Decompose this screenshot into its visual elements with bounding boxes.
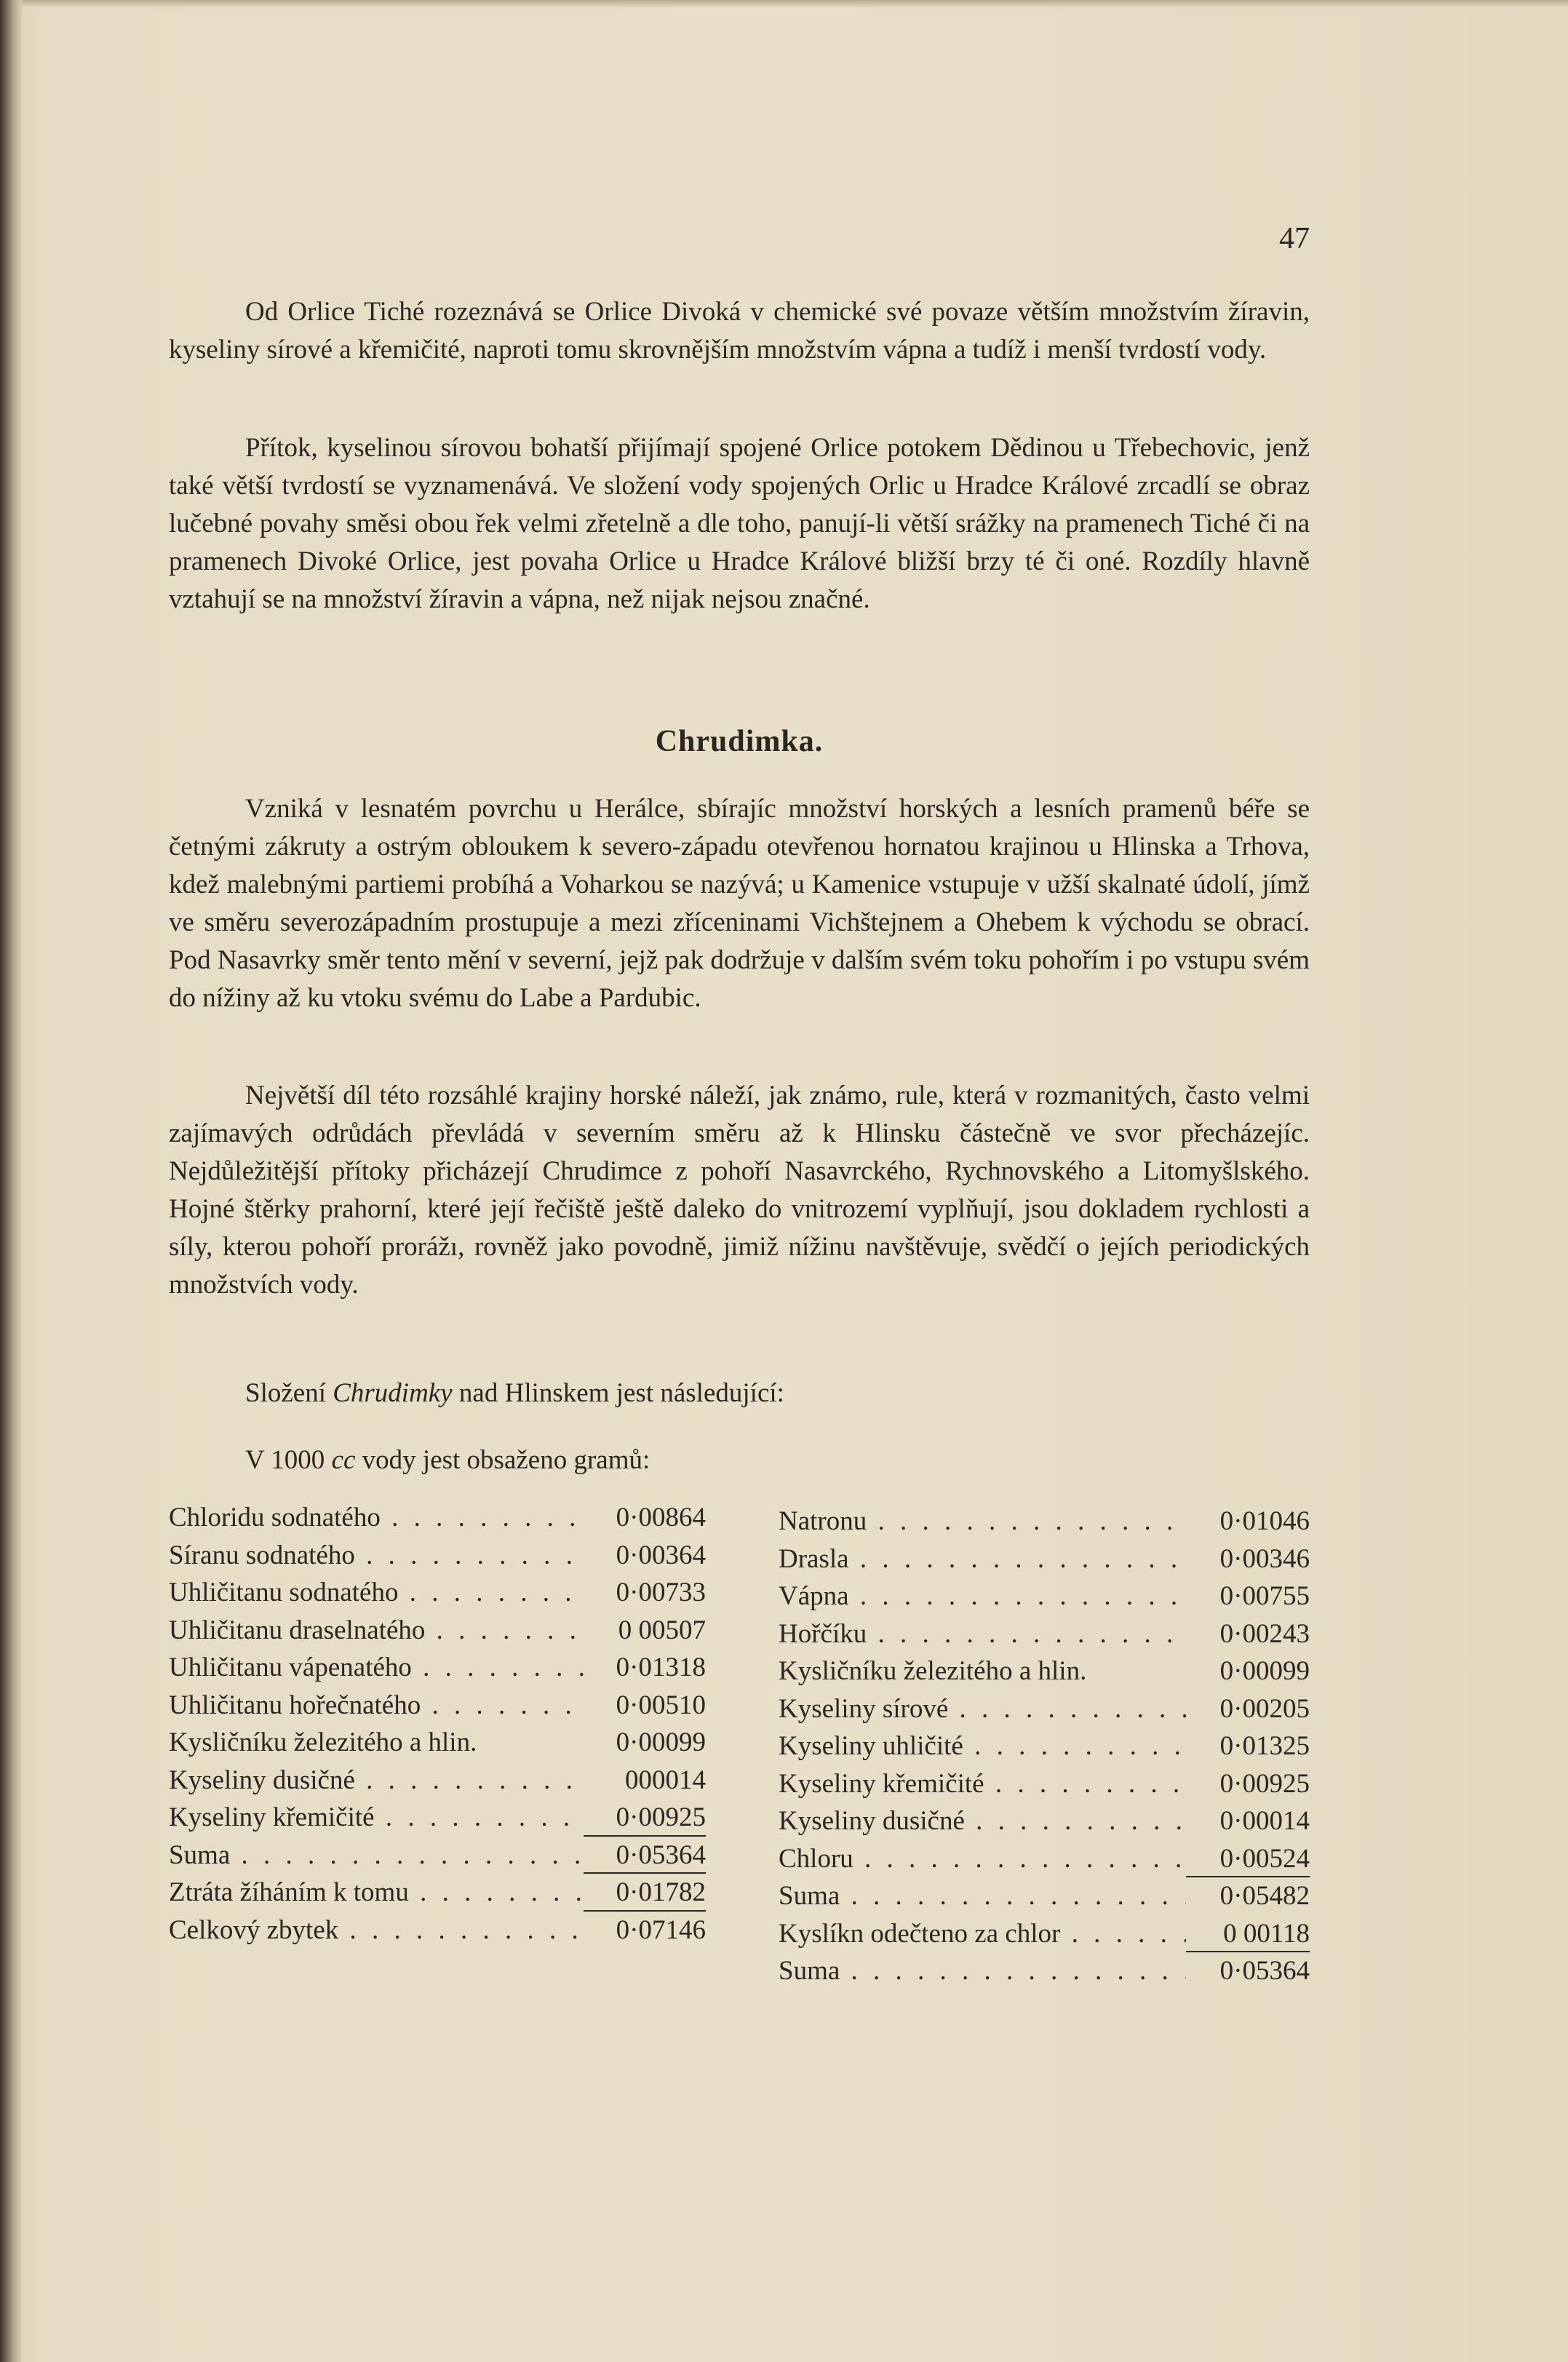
row-value: 0·07146 (616, 1914, 706, 1945)
row-value: 0·00099 (616, 1727, 706, 1757)
row-label: Suma . . . (779, 1952, 1186, 1990)
table-row (779, 1765, 1310, 1803)
table-sum-row (779, 1877, 1310, 1915)
row-value: 0·01046 (1219, 1506, 1310, 1536)
row-label: Chloridu sodnatého . . . (169, 1499, 584, 1537)
row-value: 0·00755 (1219, 1581, 1310, 1611)
per-liter-text-after: vody jest obsaženo gramů: (355, 1445, 650, 1475)
row-value: 0 00507 (618, 1615, 706, 1645)
table-row (169, 1912, 706, 1949)
row-value: 0·00205 (1219, 1693, 1310, 1724)
row-label: Ztráta žíháním k tomu . . . (169, 1874, 584, 1912)
row-value: 0·05364 (1219, 1956, 1310, 1986)
row-label: Kyseliny křemičité . . . (169, 1799, 584, 1837)
row-value: 0·05364 (584, 1837, 706, 1874)
row-label: Celkový zbytek . . . (169, 1912, 584, 1949)
table-row (779, 1503, 1310, 1540)
table-row (169, 1724, 706, 1762)
row-value: 0·00346 (1219, 1543, 1310, 1574)
table-row (169, 1762, 706, 1800)
row-value: 0·00864 (616, 1503, 706, 1532)
table-row (169, 1799, 706, 1837)
row-value: 000014 (625, 1765, 706, 1795)
table-row (169, 1874, 706, 1912)
table-row (169, 1537, 706, 1575)
row-label: Kysličníku železitého a hlin. (169, 1727, 477, 1757)
row-label: Kyseliny křemičité . . . (779, 1765, 1186, 1803)
paragraph-text: Největší díl této rozsáhlé krajiny horské náleží, jak známo, rule, která v rozmanitých, často velmi zajímavých odrůdách převládá v severním směru až k Hlinsku částečně ve svor přecházejíc. Nejdůležitější přítoky přicházejí Chrudimce z pohoří Nasavrckého, Rychnovského a Litomyšlského. Hojné štěrky prahorní, které její řečiště ještě daleko do vnitrozemí vyplňují, jsou dokladem rychlosti a síly, kterou pohoří prorážı, rovněž jako povodně, jimiž nížinu navštěvuje, svědčí o jejích periodických množstvích vody. (169, 1081, 1310, 1300)
row-label: Chloru . . . (779, 1840, 1186, 1878)
row-label: Uhličitanu draselnatého . . . (169, 1612, 584, 1650)
row-value: 0·01325 (1219, 1731, 1310, 1761)
paragraph-chrudimka-course (169, 790, 1310, 1039)
row-value: 0·00014 (1219, 1806, 1310, 1836)
table-row (779, 1653, 1310, 1690)
row-value: 0·00243 (1219, 1618, 1310, 1649)
composition-intro-line (245, 1377, 784, 1409)
composition-text-before: Složení (245, 1378, 333, 1408)
table-row (779, 1578, 1310, 1615)
row-value: 0·05482 (1219, 1881, 1310, 1911)
page-number: 47 (1279, 222, 1310, 255)
per-liter-line (245, 1444, 650, 1476)
table-row (169, 1649, 706, 1687)
paragraph-tributary (169, 429, 1310, 640)
row-value: 0·00364 (616, 1540, 706, 1570)
row-value: 0·00733 (616, 1578, 706, 1607)
row-label: Drasla . . . (779, 1540, 1186, 1578)
row-label: Hořčíku . . . (779, 1615, 1186, 1653)
table-row (779, 1840, 1310, 1878)
table-row (779, 1915, 1310, 1953)
row-label: Kyseliny uhličité . . . (779, 1727, 1186, 1765)
book-spine-shadow (0, 0, 22, 2362)
table-row (169, 1499, 706, 1537)
right-composition-table (779, 1503, 1310, 1990)
table-row (779, 1690, 1310, 1728)
left-composition-table (169, 1499, 706, 1949)
row-label: Uhličitanu hořečnatého . . . (169, 1687, 584, 1725)
row-value: 0 00118 (1186, 1915, 1310, 1953)
row-label: Natronu . . . (779, 1503, 1186, 1540)
row-value: 0·00925 (1219, 1768, 1310, 1799)
composition-river-name: Chrudimky (333, 1378, 453, 1408)
row-label: Kyseliny sírové . . . (779, 1690, 1186, 1728)
row-label: Vápna . . . (779, 1578, 1186, 1615)
table-row (779, 1615, 1310, 1653)
table-row (169, 1687, 706, 1725)
table-row (169, 1574, 706, 1612)
row-label: Suma . . . (779, 1877, 1186, 1915)
row-label: Uhličitanu sodnatého . . . (169, 1574, 584, 1612)
table-row (169, 1612, 706, 1650)
row-label: Kyslíkn odečteno za chlor . . . (779, 1915, 1186, 1953)
table-row (779, 1540, 1310, 1578)
paragraph-text: Vzniká v lesnatém povrchu u Herálce, sbírajíc množství horských a lesních pramenů béře se četnými zákruty a ostrým obloukem k severo-západu otevřenou hornatou krajinou u Hlinska a Trhova, kdež malebnými partiemi probíhá a Voharkou se nazývá; u Kamenice vstupuje v užší skalnaté údolí, jímž ve směru severozápadním prostupuje a mezi zříceninami Vichštejnem a Ohebem k východu se obrací. Pod Nasavrky směr tento mění v severní, jejž pak dodržuje v dalším svém toku pohořím i po vstupu svém do nížiny až ku vtoku svému do Labe a Pardubic. (169, 794, 1310, 1013)
row-label: Kyseliny dusičné . . . (779, 1802, 1186, 1840)
row-value: 0·01782 (584, 1874, 706, 1912)
paragraph-chrudimka-geology (169, 1077, 1310, 1326)
page-top-edge (22, 0, 1568, 7)
table-sum-row (169, 1837, 706, 1874)
row-value: 0·00524 (1186, 1840, 1310, 1878)
row-label: Uhličitanu vápenatého . . . (169, 1649, 584, 1687)
row-value: 0·00510 (616, 1690, 706, 1720)
row-label: Kysličníku železitého a hlin. (779, 1656, 1087, 1686)
per-liter-text-before: V 1000 (245, 1445, 332, 1475)
row-label: Kyseliny dusičné . . . (169, 1762, 584, 1800)
table-row (779, 1802, 1310, 1840)
row-label: Síranu sodnatého . . . (169, 1537, 584, 1575)
paragraph-text: Přítok, kyselinou sírovou bohatší přijímají spojené Orlice potokem Dědinou u Třebechovic, jenž také větší tvrdostí se vyznamenává. Ve složení vody spojených Orlic u Hradce Králové zrcadlí se obraz lučebné povahy směsi obou řek velmi zřetelně a dle toho, panují-li větší srážky na pramenech Tiché či na pramenech Divoké Orlice, jest povaha Orlice u Hradce Králové bližší brzy té či oné. Rozdíly hlavně vztahují se na množství žíravin a vápna, než nijak nejsou značné. (169, 433, 1310, 614)
paragraph-text: Od Orlice Tiché rozeznává se Orlice Divoká v chemické své povaze větším množstvím žíravin, kyseliny sírové a křemičité, naproti tomu skrovnějším množstvím vápna a tudíž i menší tvrdostí vody. (169, 297, 1310, 365)
table-sum-row (779, 1952, 1310, 1990)
table-row (779, 1727, 1310, 1765)
paragraph-orlice-comparison (169, 293, 1310, 391)
composition-text-after: nad Hlinskem jest následující: (452, 1378, 784, 1408)
row-value: 0·00099 (1219, 1656, 1310, 1686)
row-label: Suma . . . (169, 1837, 584, 1874)
per-liter-unit: cc (331, 1445, 356, 1475)
row-value: 0·00925 (584, 1799, 706, 1837)
section-heading: Chrudimka. (655, 725, 824, 758)
row-value: 0·01318 (616, 1653, 706, 1682)
